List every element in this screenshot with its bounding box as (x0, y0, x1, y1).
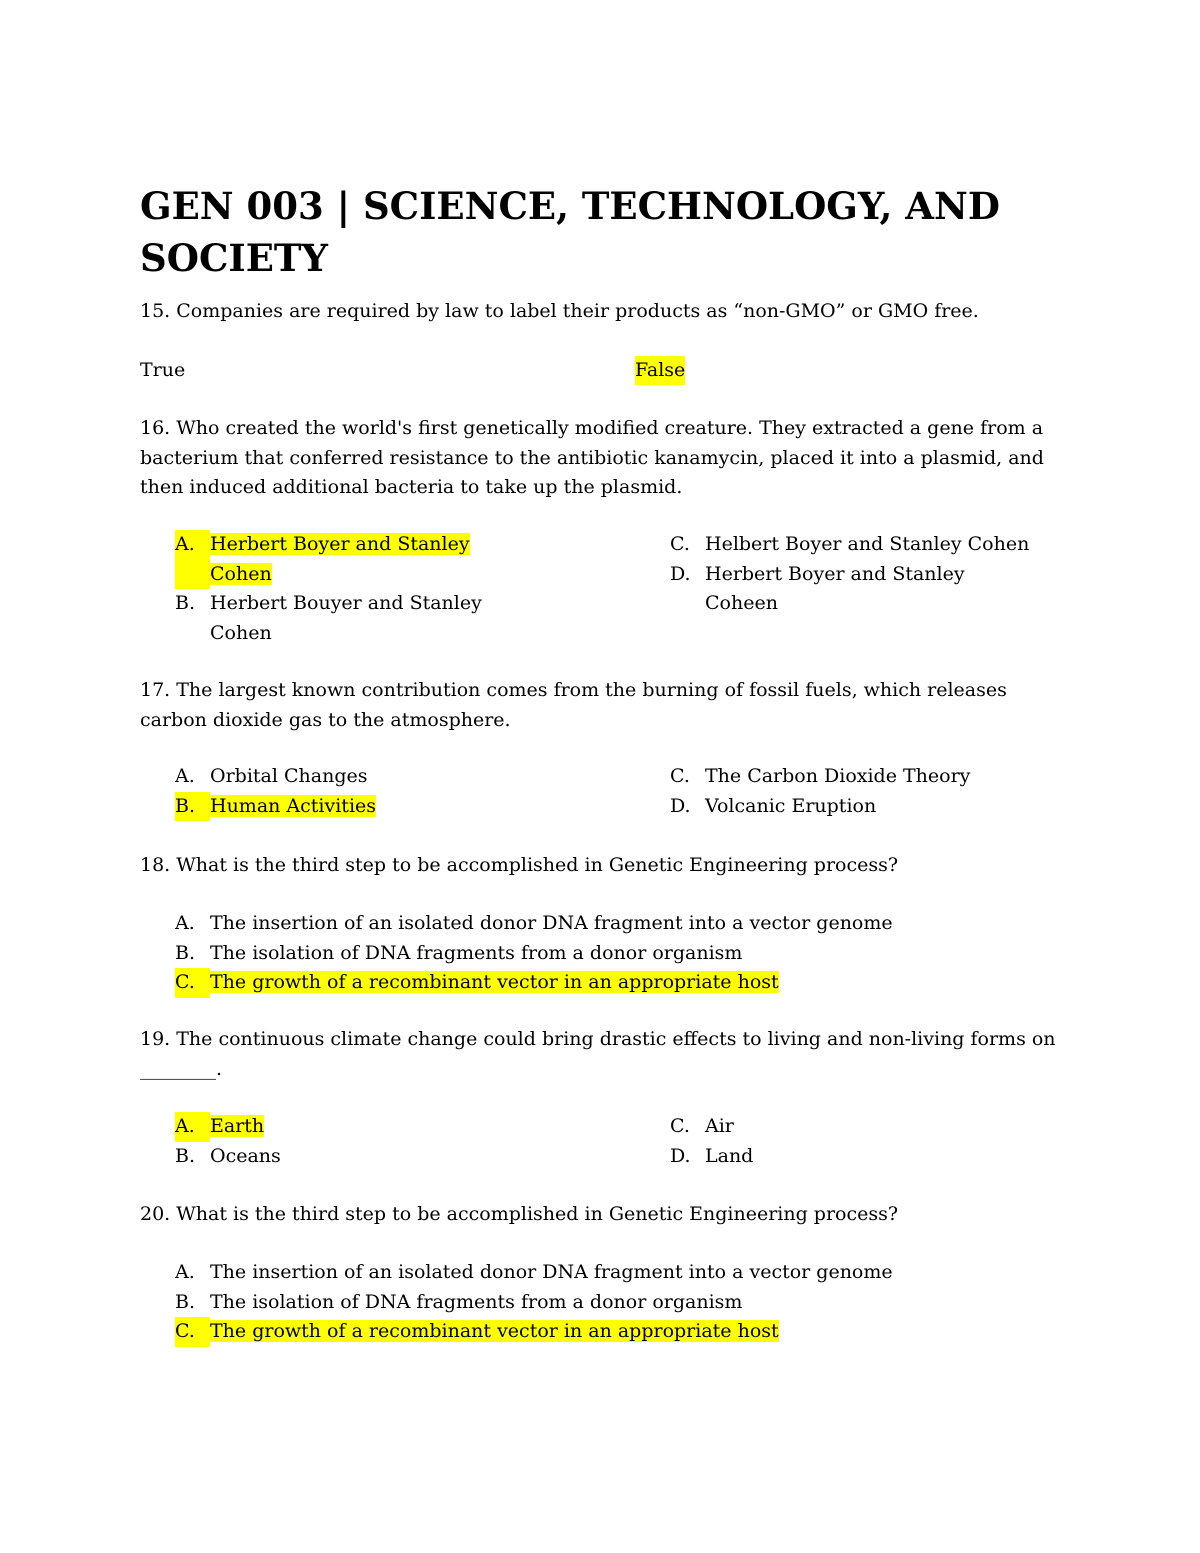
option-letter: D. (670, 562, 691, 585)
option-letter: C. (175, 968, 210, 998)
option-letter: A. (175, 1112, 210, 1142)
option-text: The growth of a recombinant vector in an appropriate host (210, 971, 779, 993)
q19-option-d (670, 1142, 1070, 1172)
q19-option-b (175, 1142, 575, 1172)
option-letter: C. (175, 1317, 210, 1347)
question-16-text: 16. Who created the world's first genetically modified creature. They extracted a gene from a bacterium that conferred resistance to the antibiotic kanamycin, placed it into a plasmid, and then induced additional bacteria to take up the plasmid. (140, 417, 1044, 498)
page-title: GEN 003 | SCIENCE, TECHNOLOGY, AND SOCIETY (140, 184, 1000, 280)
q19-options-left (175, 1112, 575, 1171)
option-text: Herbert Bouyer and Stanley Cohen (210, 592, 482, 644)
option-text: Human Activities (210, 794, 377, 817)
option-text: Orbital Changes (210, 765, 368, 787)
option-text: Air (705, 1115, 734, 1137)
option-letter: A. (175, 765, 195, 787)
q19-option-c (670, 1112, 1070, 1142)
q18-options (175, 909, 1075, 998)
q17-option-a (175, 762, 575, 792)
option-text: Herbert Boyer and Stanley Coheen (705, 562, 965, 614)
option-text: Volcanic Eruption (705, 794, 877, 817)
q17-option-d (670, 792, 1070, 822)
q20-option-b (175, 1288, 1075, 1318)
option-text: The isolation of DNA fragments from a donor organism (210, 1290, 743, 1313)
option-letter: B. (175, 941, 196, 964)
q18-option-a (175, 909, 1075, 939)
q17-options-left (175, 762, 575, 821)
option-text: Earth (210, 1115, 265, 1137)
q18-option-b (175, 939, 1075, 969)
q20-option-a (175, 1258, 1075, 1288)
option-letter: A. (175, 912, 195, 934)
question-17-text: 17. The largest known contribution comes from the burning of fossil fuels, which releases carbon dioxide gas to the atmosphere. (140, 679, 1007, 731)
q15-option-false: False (635, 356, 685, 385)
q20-option-c (175, 1317, 1075, 1347)
q17-options-right (670, 762, 1070, 821)
option-letter: A. (175, 530, 210, 589)
question-18-text: 18. What is the third step to be accomplished in Genetic Engineering process? (140, 854, 899, 876)
question-19-text: 19. The continuous climate change could bring drastic effects to living and non-living forms on ________. (140, 1028, 1056, 1080)
q16-option-a (175, 530, 505, 589)
option-letter: B. (175, 1144, 196, 1167)
q18-option-c (175, 968, 1075, 998)
option-text: The insertion of an isolated donor DNA fragment into a vector genome (210, 912, 893, 934)
q16-option-d (670, 560, 1000, 619)
option-letter: C. (670, 1115, 690, 1137)
q19-option-a (175, 1112, 575, 1142)
option-text: Helbert Boyer and Stanley Cohen (705, 533, 1030, 555)
option-letter: D. (670, 794, 691, 817)
q16-option-c (670, 530, 1070, 560)
option-text: The growth of a recombinant vector in an appropriate host (210, 1320, 779, 1342)
option-text: Land (705, 1144, 754, 1167)
option-letter: D. (670, 1144, 691, 1167)
q16-options-left (175, 530, 505, 648)
question-15-text: 15. Companies are required by law to label their products as “non-GMO” or GMO free. (140, 300, 979, 322)
question-20-text: 20. What is the third step to be accomplished in Genetic Engineering process? (140, 1203, 899, 1225)
option-letter: A. (175, 1261, 195, 1283)
q17-option-c (670, 762, 1070, 792)
q17-option-b (175, 792, 575, 822)
q16-options-right (670, 530, 1070, 619)
q20-options (175, 1258, 1075, 1347)
q19-options-right (670, 1112, 1070, 1171)
option-text: The isolation of DNA fragments from a donor organism (210, 941, 743, 964)
option-letter: B. (175, 792, 210, 822)
option-text: The Carbon Dioxide Theory (705, 765, 971, 787)
option-text: Oceans (210, 1144, 281, 1167)
q15-option-true: True (140, 359, 186, 381)
option-letter: B. (175, 592, 196, 614)
option-letter: C. (670, 765, 690, 787)
option-text: The insertion of an isolated donor DNA fragment into a vector genome (210, 1261, 893, 1283)
option-letter: C. (670, 533, 690, 555)
q16-option-b (175, 589, 505, 648)
option-letter: B. (175, 1290, 196, 1313)
option-text: Herbert Boyer and Stanley Cohen (210, 533, 470, 585)
